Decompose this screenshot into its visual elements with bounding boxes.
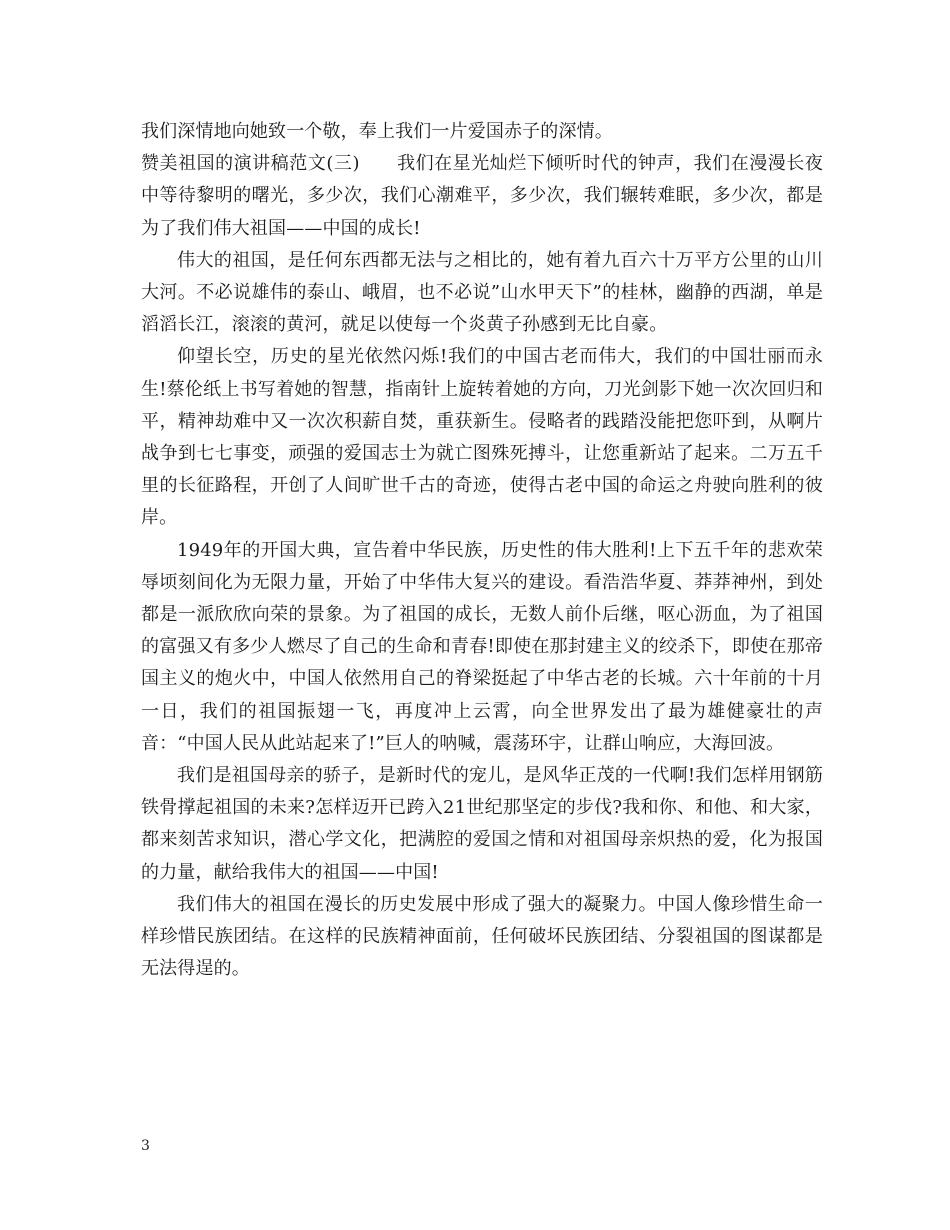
paragraph-7: 我们伟大的祖国在漫长的历史发展中形成了强大的凝聚力。中国人像珍惜生命一样珍惜民族团结。在这样的民族精神面前，任何破坏民族团结、分裂祖国的图谋都是无法得逞的。 <box>141 893 823 980</box>
paragraph-3: 伟大的祖国，是任何东西都无法与之相比的，她有着九百六十万平方公里的山川大河。不必说雄伟的泰山、峨眉，也不必说”山水甲天下”的桂林，幽静的西湖，单是滔滔长江，滚滚的黄河，就足以使每一个炎黄子孙感到无比自豪。 <box>141 249 823 336</box>
paragraph-6: 我们是祖国母亲的骄子，是新时代的宠儿，是风华正茂的一代啊!我们怎样用钢筋铁骨撑起祖国的未来?怎样迈开已跨入21世纪那坚定的步伐?我和你、和他、和大家，都来刻苦求知识，潜心学文化，把满腔的爱国之情和对祖国母亲炽热的爱，化为报国的力量，献给我伟大的祖国——中国! <box>141 765 823 883</box>
paragraph-1: 我们深情地向她致一个敬，奉上我们一片爱国赤子的深情。 <box>141 121 613 142</box>
paragraph-5: 1949年的开国大典，宣告着中华民族，历史性的伟大胜利!上下五千年的悲欢荣辱顷刻间化为无限力量，开始了中华伟大复兴的建设。看浩浩华夏、莽莽神州，到处都是一派欣欣向荣的景象。为了祖国的成长，无数人前仆后继，呕心沥血，为了祖国的富强又有多少人燃尽了自己的生命和青春!即使在那封建主义的绞杀下，即使在那帝国主义的炮火中，中国人依然用自己的脊梁挺起了中华古老的长城。六十年前的十月一日，我们的祖国振翅一飞，再度冲上云霄，向全世界发出了最为雄健豪壮的声音：“中国人民从此站起来了!”巨人的呐喊，震荡环宇，让群山响应，大海回波。 <box>141 539 823 754</box>
document-body <box>141 116 823 985</box>
paragraph-2-heading: 赞美祖国的演讲稿范文(三) 我们在星光灿烂下倾听时代的钟声，我们在漫漫长夜中等待黎明的曙光，多少次，我们心潮难平，多少次，我们辗转难眠，多少次，都是为了我们伟大祖国——中国的成长! <box>141 153 823 239</box>
paragraph-4: 仰望长空，历史的星光依然闪烁!我们的中国古老而伟大，我们的中国壮丽而永生!蔡伦纸上书写着她的智慧，指南针上旋转着她的方向，刀光剑影下她一次次回归和平，精神劫难中又一次次积薪自焚，重获新生。侵略者的践踏没能把您吓到，从啊片战争到七七事变，顽强的爱国志士为就亡图殊死搏斗，让您重新站了起来。二万五千里的长征路程，开创了人间旷世千古的奇迹，使得古老中国的命运之舟驶向胜利的彼岸。 <box>141 346 823 529</box>
page-number: 3 <box>141 1138 150 1154</box>
